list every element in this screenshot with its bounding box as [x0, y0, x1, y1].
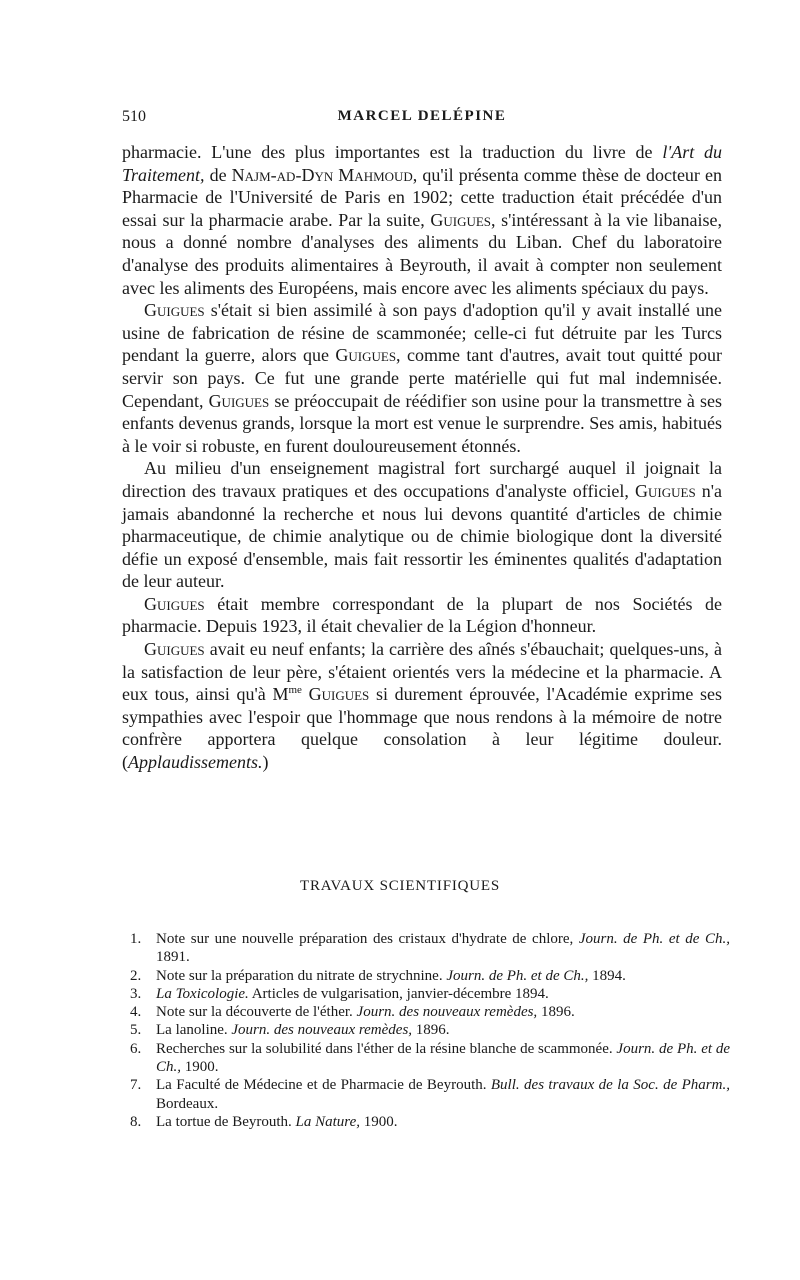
text-run: avait eu neuf enfants; la carrière des aînés s'ébauchait; quelques-uns, à la satisfaction de leur père, s'étaient orientés vers la médecine et la pharmacie. A eux tous, ainsi qu'à M: [122, 639, 722, 705]
item-number: 2.: [130, 967, 142, 984]
citation-source: La Nature,: [295, 1113, 360, 1130]
text-run: n'a jamais abandonné la recherche et nous lui devons quantité d'articles de chimie pharmaceutique, de chimie analytique ou de chimie biologique dont la diversité défie un exposé d'ensemble, mais fait ressortir les éminentes qualités d'adaptation de leur auteur.: [122, 480, 723, 592]
bibliography-item: [130, 930, 730, 967]
citation-source: Journ. de Ph. et de Ch.,: [578, 931, 730, 947]
text-run: comme tant d'autres, avait tout quitté pour servir son pays. Ce fut une grande perte matérielle qui fut mal indemnisée. Cependant,: [122, 345, 722, 411]
citation-text: Note sur une nouvelle préparation des cristaux d'hydrate de chlore,: [156, 931, 579, 947]
item-number: 5.: [130, 1022, 142, 1039]
bibliography-item: [130, 1113, 730, 1131]
paragraph-2: [122, 299, 722, 457]
running-head: [122, 108, 722, 130]
bibliography-item: [130, 985, 730, 1003]
text-run: se préoccupait de réédifier son usine pour la transmettre à ses enfants devenus grands, lorsque la mort est venue le surprendre. Ses amis, habitués à le voir si robuste, en furent douloureusement étonnés.: [122, 390, 722, 456]
italic-title: l'Art du Traitement,: [122, 142, 722, 185]
paragraph-5: [122, 638, 722, 774]
text-run: pharmacie. L'une des plus importantes est la traduction du livre de: [122, 142, 663, 162]
item-number: 6.: [130, 1040, 142, 1057]
paragraph-4: [122, 593, 722, 638]
bibliography-item: [130, 1040, 730, 1077]
citation-text: Bordeaux.: [156, 1095, 219, 1112]
citation-text: 1900.: [360, 1113, 398, 1130]
citation-text: 1891.: [156, 949, 190, 966]
person-name: Guigues: [144, 300, 205, 321]
running-title: MARCEL DELÉPINE: [337, 108, 507, 124]
article-body: [122, 141, 722, 774]
citation-text: La Faculté de Médecine et de Pharmacie de Beyrouth.: [156, 1077, 491, 1094]
bibliography-item: [130, 1003, 730, 1021]
citation-text: La lanoline.: [156, 1022, 232, 1039]
paragraph-3: [122, 457, 722, 593]
text-run: Au milieu d'un enseignement magistral fort surchargé auquel il joignait la direction des travaux pratiques et des occupations d'analyste officiel,: [122, 458, 722, 501]
paragraph-1: [122, 141, 722, 299]
citation-text: 1896.: [537, 1004, 575, 1021]
text-run: si durement éprouvée, l'Académie exprime ses sympathies avec l'espoir que l'hommage que nous rendons à la mémoire de notre confrère apportera quelque consolation à leur légitime douleur. (: [122, 684, 722, 773]
text-run: ): [262, 752, 269, 773]
applause-note: Applaudissements.: [128, 752, 263, 773]
text-run: s'était si bien assimilé à son pays d'adoption qu'il y avait installé une usine de fabrication de résine de scammonée; celle-ci fut détruite par les Turcs pendant la guerre, alors que: [122, 300, 722, 366]
bibliography-item: [130, 1021, 730, 1039]
person-name: Guigues,: [335, 345, 401, 366]
person-name: Guigues,: [430, 209, 496, 230]
person-name: Guigues: [144, 593, 205, 614]
item-number: 8.: [130, 1113, 142, 1130]
citation-source: La Toxicologie.: [156, 985, 249, 1002]
item-number: 3.: [130, 985, 142, 1002]
citation-text: La tortue de Beyrouth.: [156, 1113, 296, 1130]
text-run: qu'il présenta comme thèse de docteur en Pharmacie de l'Université de Paris en 1902; cette traduction était précédée d'un essai sur la pharmacie arabe. Par la suite,: [122, 164, 722, 230]
person-name: Guigues: [301, 684, 370, 705]
citation-text: 1896.: [412, 1022, 450, 1039]
section-title: TRAVAUX SCIENTIFIQUES: [299, 878, 500, 894]
citation-source: Journ. des nouveaux remèdes,: [231, 1022, 413, 1039]
person-name: Guigues: [208, 390, 270, 411]
citation-source: Bull. des travaux de la Soc. de Pharm.,: [490, 1077, 730, 1094]
citation-text: 1894.: [588, 967, 626, 984]
citation-source: Journ. de Ph. et de Ch.,: [446, 967, 589, 984]
person-name: Najm-ad-Dyn Mahmoud,: [231, 164, 418, 185]
text-run: était membre correspondant de la plupart de nos Sociétés de pharmacie. Depuis 1923, il était chevalier de la Légion d'honneur.: [122, 593, 722, 637]
citation-text: 1900.: [181, 1059, 219, 1076]
person-name: Guigues: [144, 639, 205, 660]
bibliography-item: [130, 967, 730, 985]
citation-text: Recherches sur la solubilité dans l'éther de la résine blanche de scammonée.: [156, 1040, 617, 1057]
citation-source: Journ. de Ph. et de Ch.,: [156, 1040, 730, 1076]
bibliography-item: [130, 1076, 730, 1113]
text-run: de: [204, 164, 232, 185]
item-number: 1.: [130, 931, 142, 947]
page-number: 510: [122, 108, 146, 125]
item-number: 7.: [130, 1077, 142, 1094]
citation-text: Note sur la découverte de l'éther.: [156, 1004, 357, 1021]
item-number: 4.: [130, 1004, 142, 1021]
bibliography-list: [130, 930, 730, 1131]
text-run: s'intéressant à la vie libanaise, nous a donné nombre d'analyses des aliments du Liban. Chef du laboratoire d'analyse des produits alimentaires à Beyrouth, il avait à compter non seulement avec les aliments des Européens, mais encore avec les aliments spéciaux du pays.: [122, 209, 722, 298]
citation-text: Articles de vulgarisation, janvier-décembre 1894.: [248, 985, 549, 1002]
superscript: me: [288, 684, 302, 697]
person-name: Guigues: [635, 480, 696, 501]
citation-source: Journ. des nouveaux remèdes,: [356, 1004, 538, 1021]
citation-text: Note sur la préparation du nitrate de strychnine.: [156, 967, 447, 984]
